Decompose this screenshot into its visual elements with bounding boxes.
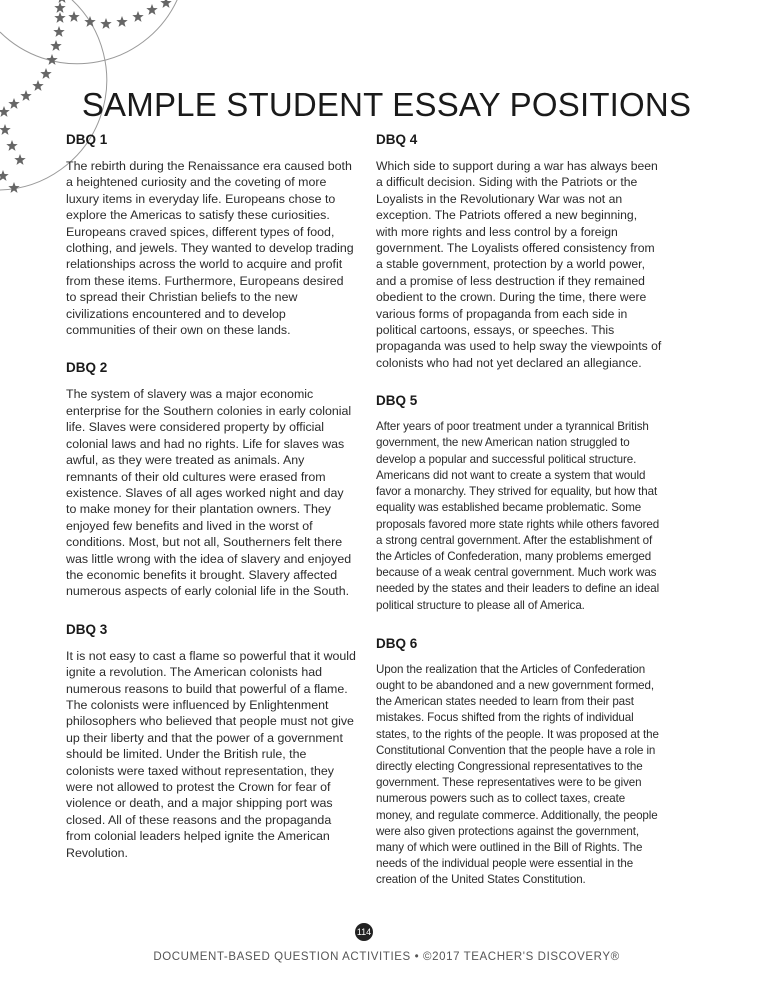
dbq-5-heading: DBQ 5 [376, 393, 418, 409]
dbq-6-heading: DBQ 6 [376, 635, 418, 651]
star-icon [0, 170, 9, 181]
star-icon [160, 0, 171, 8]
page-footer: DOCUMENT-BASED QUESTION ACTIVITIES • ©2017 TEACHER'S DISCOVERY® [153, 951, 620, 963]
dbq-5-text: After years of poor treatment under a tyrannical British government, the new American nation struggled to develop a popular and successful political structure. Americans did not want to create a system that would favor a monarchy. They strived for equality, but how that equality was established became problematic. Some proposals favored more state rights while others favored a strong central government. After the establishment of the Articles of Confederation, many problems emerged because of a weak central government. Much work was needed by the states and their leaders to define an ideal political structure to please all of America. [376, 420, 660, 612]
left-column [66, 132, 356, 861]
dbq-4-section [376, 132, 662, 371]
star-icon [8, 182, 19, 193]
dbq-1-text: The rebirth during the Renaissance era caused both a heightened curiosity and the coveting of more luxury items in everyday life. Europeans chose to explore the Americas to satisfy these curiosities. Europeans craved spices, different types of food, clothing, and jewels. They wanted to develop trading relationships across the world to acquire and profit from these items. Furthermore, Europeans desired to spread their Christian beliefs to the new civilizations encountered and to develop communities of their own on these lands. [66, 159, 354, 338]
dbq-3-text: It is not easy to cast a flame so powerful that it would ignite a revolution. The American colonists had numerous reasons to build that powerful of a flame. The colonists were influenced by Enlightenment philosophers who believed that people must not give up their liberty and that the power of a government should be limited. Under the British rule, the colonists were taxed without representation, they were not allowed to protest the Crown for fear of violence or death, and a major shipping port was closed. All of these reasons and the propaganda from colonial leaders helped ignite the American Revolution. [66, 648, 356, 860]
dbq-3-section [66, 622, 356, 861]
dbq-4-heading: DBQ 4 [376, 132, 418, 147]
page-title: SAMPLE STUDENT ESSAY POSITIONS [81, 86, 692, 123]
star-icon [14, 154, 25, 165]
star-icon [116, 16, 127, 27]
dbq-2-section [66, 360, 356, 599]
star-icon [50, 40, 61, 51]
dbq-3-heading: DBQ 3 [66, 621, 108, 637]
dbq-4-text: Which side to support during a war has always been a difficult decision. Siding with the Patriots or the Loyalists in the Revolutionary War was not an exception. The Patriots offered a new beginning, with more rights and less control by a foreign government. The Loyalists offered consistency from a stable government, protection by a world power, and a promise of less destruction if they remained obedient to the crown. During the time, there were various forms of propaganda from each side in political cartoons, essays, or speeches. This propaganda was used to help sway the viewpoints of colonists who had not yet declared an allegiance. [376, 159, 662, 370]
dbq-6-text: Upon the realization that the Articles of Confederation ought to be abandoned and a new government formed, the American states needed to learn from their past mistakes. Focus shifted from the rights of individual states, to the rights of the people. It was proposed at the Constitutional Convention that the people have a role in directly electing Congressional representatives to the government. These representatives were to be given numerous powers such as to collect taxes, create money, and regulate commerce. Additionally, the people were also given protections against the government, many of which were outlined in the Bill of Rights. The needs of the individual people were essential in the creation of the United States Constitution. [376, 662, 659, 887]
dbq-5-section [376, 393, 662, 613]
star-icon [68, 11, 79, 22]
star-icon [56, 0, 67, 3]
dbq-6-section [376, 636, 662, 889]
star-icon [6, 140, 17, 151]
star-icon [54, 2, 65, 13]
dbq-2-heading: DBQ 2 [66, 360, 108, 376]
star-icon [53, 26, 64, 37]
dbq-1-heading: DBQ 1 [66, 132, 108, 147]
star-icon [100, 18, 111, 29]
star-icon [40, 68, 51, 79]
star-icon [132, 11, 143, 22]
page-number: 114 [355, 923, 373, 941]
star-icon [146, 4, 157, 15]
star-icon [0, 124, 11, 135]
star-icon [84, 16, 95, 27]
right-column [376, 132, 662, 889]
dbq-1-section [66, 132, 356, 338]
dbq-2-text: The system of slavery was a major economic enterprise for the Southern colonies in early colonial life. Slaves were considered property by official colonial laws and had no rights. Life for slaves was awful, as they were treated as animals. Any remnants of their old cultures were erased from existence. Slaves of all ages worked night and day to make money for their plantation owners. They enjoyed few benefits and lived in the worst of conditions. Most, but not all, Southerners felt there was little wrong with the idea of slavery and enjoyed the economic benefits it brought. Slavery affected numerous aspects of early colonial life in the South. [66, 387, 352, 599]
star-icon [54, 12, 65, 23]
star-icon [46, 54, 57, 65]
